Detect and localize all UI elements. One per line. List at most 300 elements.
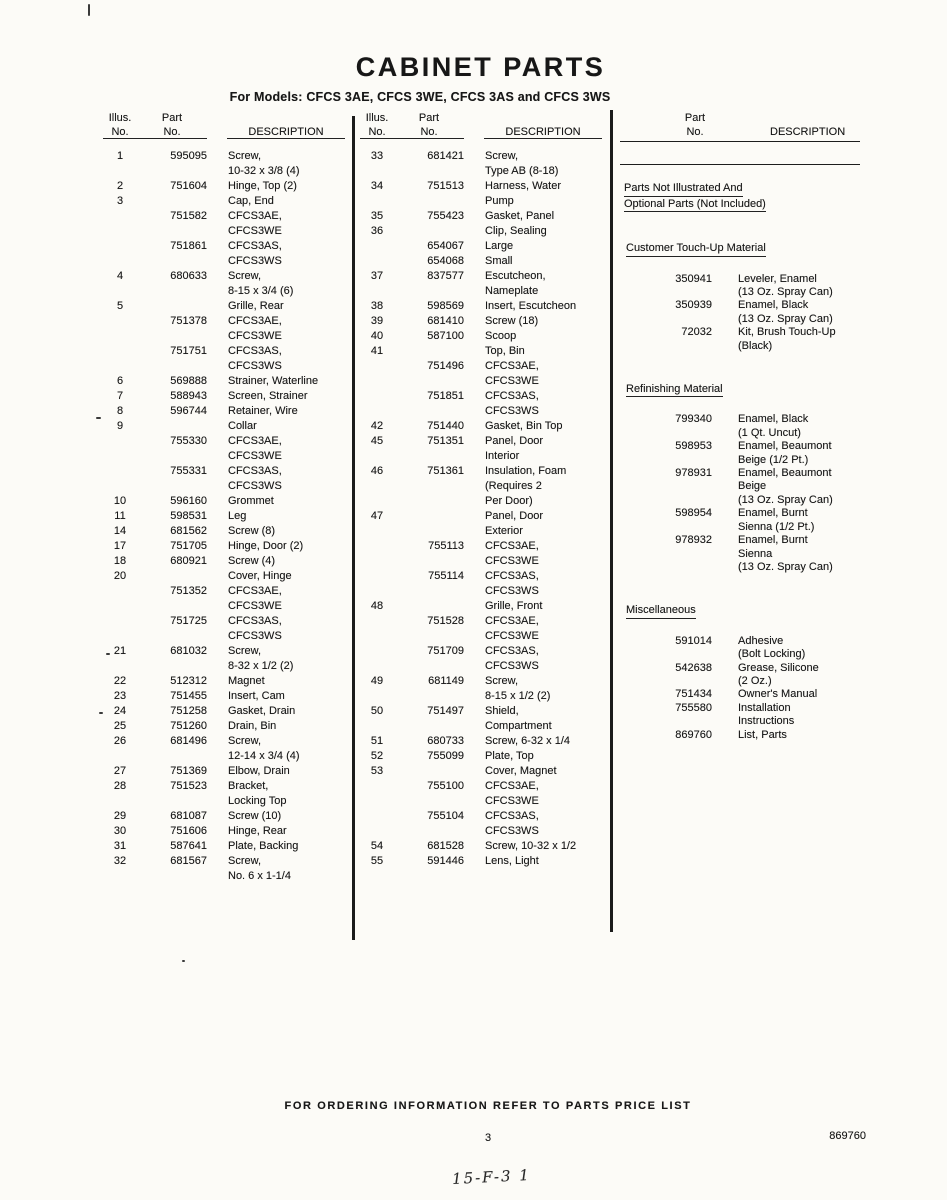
part-no: 751258: [170, 705, 207, 717]
part-no: [620, 521, 712, 534]
parts-row: [103, 224, 351, 239]
page-number: 3: [484, 1132, 492, 1144]
parts-row: [360, 524, 608, 539]
part-description: (Bolt Locking): [738, 648, 806, 661]
illus-no: 4: [116, 270, 124, 282]
parts-row: [360, 854, 608, 869]
part-description: Nameplate: [485, 285, 539, 297]
illus-no: [103, 584, 137, 599]
parts-row: [103, 764, 351, 779]
part-description: Elbow, Drain: [228, 765, 290, 777]
illus-no: 5: [116, 300, 124, 312]
illus-no: 37: [370, 270, 384, 282]
part-description: CFCS3WE: [228, 600, 282, 612]
illus-no: 50: [370, 705, 384, 717]
parts-row: [360, 224, 608, 239]
part-no: [137, 569, 207, 584]
illus-no: 53: [370, 765, 384, 777]
part-no: 587100: [427, 330, 464, 342]
parts-row: [360, 209, 608, 224]
parts-row: [103, 749, 351, 764]
illus-no: 41: [370, 345, 384, 357]
parts-row: [103, 524, 351, 539]
part-description: Screw,: [228, 855, 262, 867]
part-no: 587641: [170, 840, 207, 852]
column1-header: [103, 112, 351, 139]
part-no: [394, 224, 464, 239]
parts-row: [360, 809, 608, 824]
part-no: [137, 329, 207, 344]
section-heading: Customer Touch-Up Material: [626, 242, 766, 257]
part-description: Plate, Top: [485, 750, 534, 762]
part-description: Screw (4): [228, 555, 276, 567]
part-no: [394, 764, 464, 779]
illus-no: [103, 284, 137, 299]
part-description: Beige (1/2 Pt.): [738, 453, 809, 466]
parts-row: [620, 702, 860, 715]
parts-row: [360, 389, 608, 404]
part-no: [394, 479, 464, 494]
illus-no: 52: [370, 750, 384, 762]
part-description: Instructions: [738, 715, 795, 728]
parts-row: [620, 467, 860, 480]
illus-no: 27: [113, 765, 127, 777]
part-description: CFCS3WS: [485, 660, 539, 672]
part-description: Drain, Bin: [228, 720, 277, 732]
parts-row: [360, 239, 608, 254]
scan-speck: [96, 417, 101, 419]
illus-no: 14: [113, 525, 127, 537]
parts-row: [360, 404, 608, 419]
illus-no: [360, 659, 394, 674]
part-no: [620, 648, 712, 661]
illus-no: 55: [370, 855, 384, 867]
part-description: CFCS3AS,: [228, 465, 282, 477]
illus-no: [103, 224, 137, 239]
part-no: 680921: [170, 555, 207, 567]
parts-row: [360, 179, 608, 194]
not-illustrated-line1: Parts Not Illustrated And: [624, 181, 743, 197]
part-no: [137, 449, 207, 464]
illus-no: [360, 554, 394, 569]
part-no: 751361: [427, 465, 464, 477]
parts-row: [360, 269, 608, 284]
part-description: Screw (18): [485, 315, 539, 327]
parts-row: [360, 464, 608, 479]
parts-row: [360, 659, 608, 674]
illus-no: [360, 689, 394, 704]
part-description: Screw,: [228, 735, 262, 747]
handwritten-note: 15-F-3 1: [451, 1165, 532, 1189]
illus-no: [103, 749, 137, 764]
part-no: [137, 479, 207, 494]
parts-row: [620, 286, 860, 299]
parts-row: [103, 644, 351, 659]
illus-no: [360, 284, 394, 299]
illus-no: 11: [114, 510, 126, 522]
part-no: [137, 359, 207, 374]
part-description: (13 Oz. Spray Can): [738, 312, 833, 325]
parts-row: [360, 359, 608, 374]
part-no: [620, 286, 712, 299]
illus-no: [360, 359, 394, 374]
part-no: 799340: [675, 413, 712, 426]
part-description: Kit, Brush Touch-Up: [738, 326, 836, 339]
part-no: [620, 454, 712, 467]
part-description: CFCS3AE,: [228, 315, 282, 327]
part-no: 681149: [428, 675, 464, 687]
illus-no: [360, 404, 394, 419]
part-description: Screw (10): [228, 810, 282, 822]
part-description: CFCS3WE: [228, 330, 282, 342]
parts-row: [103, 449, 351, 464]
part-description: CFCS3AS,: [228, 615, 282, 627]
part-description: Pump: [485, 195, 514, 207]
column2-header: [360, 112, 608, 139]
illus-no: [360, 164, 394, 179]
illus-no: [103, 464, 137, 479]
description-header: DESCRIPTION: [770, 125, 846, 138]
illus-no: [103, 599, 137, 614]
part-description: Clip, Sealing: [485, 225, 547, 237]
part-no: 751851: [427, 390, 464, 402]
parts-row: [360, 779, 608, 794]
illus-no: [360, 824, 394, 839]
parts-row: [620, 427, 860, 440]
illus-no: [103, 344, 137, 359]
section-rows: [620, 413, 860, 574]
illus-no: 36: [370, 225, 384, 237]
part-no: 755099: [427, 750, 464, 762]
part-description: Installation: [738, 701, 791, 714]
illus-no: [360, 614, 394, 629]
parts-row: [360, 599, 608, 614]
description-header-spacer: [484, 112, 602, 126]
parts-row: [360, 689, 608, 704]
parts-row: [360, 554, 608, 569]
parts-row: [620, 413, 860, 426]
part-description: Screw,: [228, 270, 262, 282]
page-title: CABINET PARTS: [355, 52, 606, 82]
part-no: 751496: [427, 360, 464, 372]
illus-no: 25: [113, 720, 127, 732]
part-no: 751378: [170, 315, 207, 327]
parts-row: [620, 299, 860, 312]
part-no: 751260: [170, 720, 207, 732]
parts-row: [103, 674, 351, 689]
part-no: [620, 340, 712, 353]
part-no: [620, 480, 712, 493]
part-no: 751434: [675, 688, 712, 701]
description-header-spacer: [770, 112, 860, 126]
part-no: 596744: [170, 405, 207, 417]
parts-row: [103, 464, 351, 479]
parts-row: [360, 839, 608, 854]
parts-row: [103, 554, 351, 569]
part-no: 654068: [427, 255, 464, 267]
parts-row: [360, 434, 608, 449]
part-no: [137, 794, 207, 809]
parts-row: [620, 340, 860, 353]
parts-row: [360, 194, 608, 209]
illus-no: [360, 239, 394, 254]
part-description: CFCS3WS: [485, 405, 539, 417]
part-no: 978932: [675, 534, 712, 547]
parts-row: [620, 507, 860, 520]
parts-row: [103, 854, 351, 869]
part-no: [394, 659, 464, 674]
parts-row: [360, 314, 608, 329]
part-no: 755104: [427, 810, 464, 822]
illus-no: [360, 524, 394, 539]
part-no: 755331: [170, 465, 207, 477]
parts-row: [103, 794, 351, 809]
scan-speck: [182, 960, 185, 962]
illus-no: 31: [113, 840, 127, 852]
part-description: CFCS3AE,: [485, 615, 539, 627]
part-description: Top, Bin: [485, 345, 525, 357]
part-no: 681528: [427, 840, 464, 852]
part-no: 350939: [675, 299, 712, 312]
part-no: [137, 164, 207, 179]
parts-row: [103, 824, 351, 839]
parts-row: [360, 164, 608, 179]
part-description: CFCS3WE: [485, 630, 539, 642]
part-description: Escutcheon,: [485, 270, 546, 282]
parts-row: [103, 734, 351, 749]
illus-no: [360, 479, 394, 494]
part-description: No. 6 x 1-1/4: [228, 870, 291, 882]
illus-no: 39: [370, 315, 384, 327]
part-no: [620, 427, 712, 440]
not-illustrated-note: [620, 181, 860, 212]
parts-row: [620, 534, 860, 547]
parts-row: [103, 374, 351, 389]
parts-row: [103, 344, 351, 359]
illus-no: [103, 329, 137, 344]
part-description: CFCS3WE: [228, 225, 282, 237]
parts-row: [360, 614, 608, 629]
parts-row: [360, 719, 608, 734]
part-no: [137, 659, 207, 674]
part-description: CFCS3AE,: [485, 780, 539, 792]
part-description: Lens, Light: [485, 855, 539, 867]
part-description: 8-32 x 1/2 (2): [228, 660, 294, 672]
part-no: 751351: [427, 435, 464, 447]
part-header-line2: No.: [137, 126, 207, 140]
section-heading: Miscellaneous: [626, 604, 696, 619]
section-rule: [620, 164, 860, 165]
part-description: CFCS3WE: [228, 450, 282, 462]
models-subtitle: For Models: CFCS 3AE, CFCS 3WE, CFCS 3AS and CFCS 3WS: [229, 90, 611, 104]
part-no: 598531: [170, 510, 207, 522]
part-no: [394, 344, 464, 359]
part-no: [137, 629, 207, 644]
illus-no: 34: [370, 180, 384, 192]
part-description: Adhesive: [738, 634, 784, 647]
part-description: Screw,: [485, 150, 519, 162]
parts-row: [103, 299, 351, 314]
part-description: (13 Oz. Spray Can): [738, 560, 833, 573]
part-no: [394, 689, 464, 704]
part-no: 751497: [427, 705, 464, 717]
part-no: 598569: [427, 300, 464, 312]
part-no: 680733: [427, 735, 464, 747]
parts-column-1: [103, 112, 351, 884]
part-description: Magnet: [228, 675, 265, 687]
part-description: Locking Top: [228, 795, 287, 807]
illus-no: [103, 164, 137, 179]
parts-row: [360, 539, 608, 554]
illus-no: 30: [113, 825, 127, 837]
illus-no: [103, 239, 137, 254]
part-description: Small: [485, 255, 513, 267]
parts-row: [620, 454, 860, 467]
part-description: Collar: [228, 420, 257, 432]
part-description: Scoop: [485, 330, 517, 342]
parts-row: [103, 149, 351, 164]
part-no: [394, 719, 464, 734]
parts-row: [103, 239, 351, 254]
part-description: Exterior: [485, 525, 523, 537]
illus-no: [103, 434, 137, 449]
section-rows: [620, 635, 860, 742]
part-header-line1: Part: [418, 112, 440, 124]
parts-row: [620, 675, 860, 688]
illus-no: [360, 449, 394, 464]
part-no: 751440: [427, 420, 464, 432]
part-no: 591014: [675, 634, 712, 647]
parts-row: [103, 164, 351, 179]
part-description: Per Door): [485, 495, 533, 507]
parts-row: [103, 404, 351, 419]
part-no: 751528: [427, 615, 464, 627]
parts-row: [620, 494, 860, 507]
part-no: [394, 584, 464, 599]
parts-row: [103, 569, 351, 584]
parts-row: [103, 509, 351, 524]
part-no: 755100: [427, 780, 464, 792]
parts-row: [103, 314, 351, 329]
part-header-line2: No.: [394, 126, 464, 140]
parts-row: [360, 344, 608, 359]
parts-row: [103, 869, 351, 884]
parts-row: [620, 440, 860, 453]
part-no: 755113: [428, 540, 464, 552]
illus-no: [360, 494, 394, 509]
part-description: Sienna (1/2 Pt.): [738, 520, 815, 533]
column-divider-2: [610, 110, 613, 932]
part-no: [137, 194, 207, 209]
part-no: 595095: [170, 150, 207, 162]
scan-speck: [88, 4, 90, 16]
part-no: [137, 224, 207, 239]
parts-row: [103, 584, 351, 599]
illus-no: [103, 614, 137, 629]
illus-no: [360, 794, 394, 809]
part-no: 751352: [170, 585, 207, 597]
description-header-spacer: [227, 112, 345, 126]
part-description: (13 Oz. Spray Can): [738, 285, 833, 298]
part-description: Screw,: [228, 150, 262, 162]
part-description: Gasket, Drain: [228, 705, 296, 717]
part-description: CFCS3WE: [485, 795, 539, 807]
column3-sections: [620, 242, 860, 742]
part-description: CFCS3AS,: [485, 810, 539, 822]
part-no: [137, 869, 207, 884]
part-description: (13 Oz. Spray Can): [738, 493, 833, 506]
part-no: 654067: [427, 240, 464, 252]
part-description: Grease, Silicone: [738, 661, 819, 674]
illus-no: 21: [113, 645, 127, 657]
illus-no: 35: [370, 210, 384, 222]
part-no: [394, 554, 464, 569]
part-description: Enamel, Burnt: [738, 534, 808, 547]
part-no: 755114: [428, 570, 464, 582]
part-description: Cover, Magnet: [485, 765, 557, 777]
part-no: [394, 794, 464, 809]
parts-row: [103, 614, 351, 629]
part-description: Screen, Strainer: [228, 390, 308, 402]
part-no: [394, 404, 464, 419]
parts-row: [620, 729, 860, 742]
part-description: CFCS3AE,: [228, 210, 282, 222]
part-description: CFCS3AS,: [485, 390, 539, 402]
column-divider-1: [352, 116, 355, 940]
illus-no: 45: [370, 435, 384, 447]
illus-no: 18: [113, 555, 127, 567]
part-description: Enamel, Black: [738, 299, 809, 312]
parts-row: [620, 688, 860, 701]
parts-row: [103, 599, 351, 614]
part-no: [620, 561, 712, 574]
parts-row: [103, 839, 351, 854]
illus-no: [360, 194, 394, 209]
part-no: 680633: [170, 270, 207, 282]
part-description: CFCS3AE,: [485, 540, 539, 552]
illus-no: 33: [370, 150, 384, 162]
illus-no: 46: [370, 465, 384, 477]
parts-row: [620, 521, 860, 534]
illus-no: 9: [116, 420, 124, 432]
parts-row: [620, 561, 860, 574]
part-description: Hinge, Rear: [228, 825, 287, 837]
description-header: DESCRIPTION: [227, 126, 345, 140]
parts-row: [360, 299, 608, 314]
part-description: Screw, 10-32 x 1/2: [485, 840, 577, 852]
part-description: Owner's Manual: [738, 688, 818, 701]
part-description: Insert, Cam: [228, 690, 285, 702]
part-no: 751582: [170, 210, 207, 222]
part-no: [137, 419, 207, 434]
illus-no: [103, 314, 137, 329]
part-description: CFCS3WS: [485, 585, 539, 597]
part-no: 681087: [170, 810, 207, 822]
parts-row: [103, 329, 351, 344]
parts-row: [360, 509, 608, 524]
part-no: 751455: [170, 690, 207, 702]
illus-no: [360, 779, 394, 794]
illus-no: 6: [116, 375, 124, 387]
illus-no: [103, 449, 137, 464]
parts-row: [360, 734, 608, 749]
part-no: 755423: [427, 210, 464, 222]
part-no: [394, 629, 464, 644]
parts-row: [620, 635, 860, 648]
part-no: 681567: [170, 855, 207, 867]
part-header-line2: No.: [686, 125, 704, 138]
part-description: Large: [485, 240, 514, 252]
